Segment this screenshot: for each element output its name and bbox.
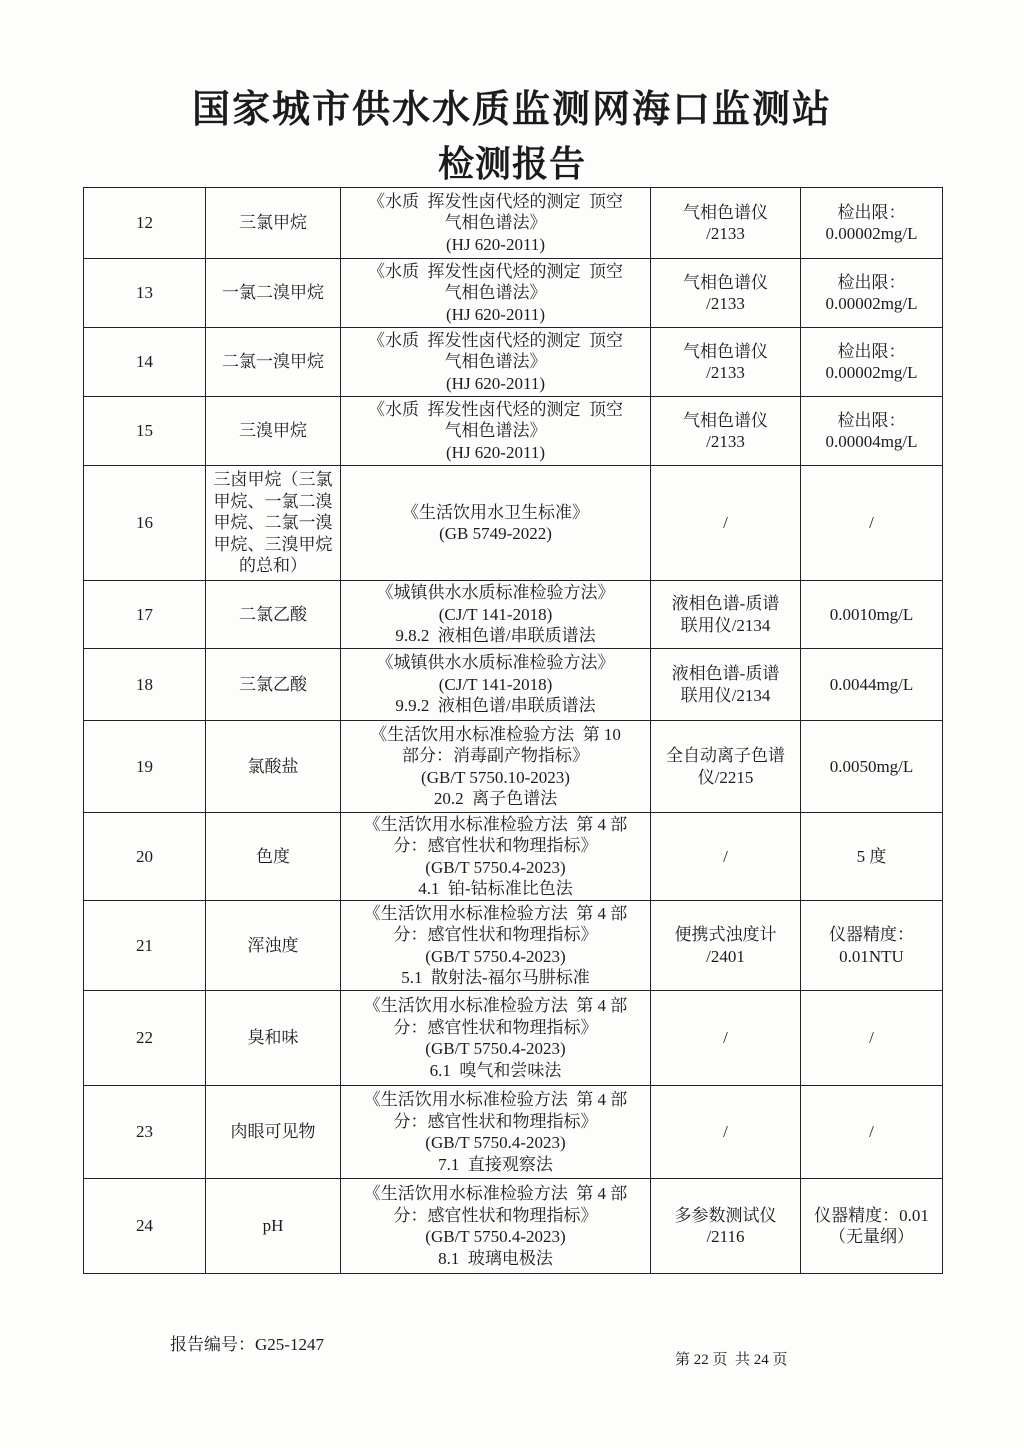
item-number-cell <box>84 188 206 259</box>
item-number-text: 19 <box>136 756 153 776</box>
test-method-text: (HJ 620-2011) <box>446 373 545 393</box>
test-method-text: (GB/T 5750.10-2023) <box>421 767 570 787</box>
test-item-cell <box>206 721 341 813</box>
instrument-text: 全自动离子色谱 <box>666 746 785 765</box>
detection-limit-text: 0.01NTU <box>839 946 904 966</box>
item-number-text: 13 <box>136 283 153 303</box>
test-method-text: 分：感官性状和物理指标》 <box>393 925 598 944</box>
test-item-text: 三溴甲烷 <box>239 421 307 441</box>
detection-limit-text: / <box>869 1122 874 1142</box>
item-number-text: 18 <box>136 674 153 694</box>
table-body <box>84 188 943 1274</box>
detection-limit-text: 0.00002mg/L <box>825 224 918 243</box>
test-item-cell <box>206 397 341 466</box>
detection-limit-text: 0.0010mg/L <box>829 604 914 624</box>
item-number-text: 23 <box>136 1122 153 1142</box>
test-item-text: 三氯甲烷 <box>239 213 307 233</box>
test-method-text: (CJ/T 141-2018) <box>438 604 553 624</box>
detection-limit-text: 0.0044mg/L <box>829 674 914 694</box>
test-item-text: 甲烷、三溴甲烷 <box>213 534 333 554</box>
report-number: 报告编号：G25-1247 <box>170 1335 324 1354</box>
item-number-text: 16 <box>136 513 153 533</box>
instrument-text: / <box>723 513 728 533</box>
test-item-text: 三氯乙酸 <box>239 674 307 694</box>
instrument-cell <box>651 1179 801 1274</box>
test-item-text: 二氯一溴甲烷 <box>222 352 324 372</box>
test-method-text: 《生活饮用水标准检验方法 第 4 部 <box>363 1184 628 1203</box>
table-row <box>84 1086 943 1179</box>
test-item-cell <box>206 466 341 581</box>
item-number-text: 20 <box>136 846 153 866</box>
instrument-text: 联用仪/2134 <box>680 615 771 635</box>
test-method-cell <box>341 581 651 649</box>
item-number-cell <box>84 649 206 721</box>
table-row <box>84 649 943 721</box>
test-method-text: 气相色谱法》 <box>444 213 547 233</box>
item-number-text: 24 <box>136 1216 153 1236</box>
detection-limit-cell <box>801 649 943 721</box>
test-method-cell <box>341 991 651 1086</box>
item-number-cell <box>84 813 206 901</box>
instrument-text: / <box>723 846 728 866</box>
test-method-text: 气相色谱法》 <box>444 283 547 303</box>
instrument-text: 液相色谱-质谱 <box>671 594 780 613</box>
test-method-text: 《水质 挥发性卤代烃的测定 顶空 <box>368 191 623 211</box>
test-methods-table <box>83 187 943 1274</box>
test-item-cell <box>206 188 341 259</box>
item-number-cell <box>84 991 206 1086</box>
test-method-text: 气相色谱法》 <box>444 352 547 372</box>
instrument-cell <box>651 649 801 721</box>
test-method-text: 《城镇供水水质标准检验方法》 <box>376 583 615 603</box>
table-row <box>84 397 943 466</box>
test-method-text: (GB/T 5750.4-2023) <box>425 1039 566 1058</box>
instrument-cell <box>651 397 801 466</box>
test-item-cell <box>206 259 341 328</box>
test-item-cell <box>206 581 341 649</box>
instrument-cell <box>651 1086 801 1179</box>
item-number-text: 12 <box>136 213 153 233</box>
test-method-text: 分：感官性状和物理指标》 <box>393 1205 598 1225</box>
test-method-text: 《生活饮用水标准检验方法 第 4 部 <box>363 1090 628 1109</box>
test-item-text: 甲烷、二氯一溴 <box>213 513 333 533</box>
detection-limit-cell <box>801 1086 943 1179</box>
test-method-text: 《城镇供水水质标准检验方法》 <box>376 653 615 673</box>
item-number-cell <box>84 901 206 991</box>
detection-limit-cell <box>801 259 943 328</box>
table-row <box>84 1179 943 1274</box>
test-item-cell <box>206 901 341 991</box>
instrument-text: 气相色谱仪 <box>683 341 768 361</box>
detection-limit-text: / <box>869 1028 874 1048</box>
instrument-text: 多参数测试仪 <box>674 1205 777 1225</box>
item-number-cell <box>84 328 206 397</box>
instrument-text: /2133 <box>706 294 745 313</box>
test-method-text: 《生活饮用水标准检验方法 第 4 部 <box>363 814 628 834</box>
page-number: 第 22 页 共 24 页 <box>675 1352 788 1368</box>
test-method-text: 8.1 玻璃电极法 <box>438 1248 553 1268</box>
test-item-cell <box>206 1179 341 1274</box>
test-method-text: 部分：消毒副产物指标》 <box>402 746 589 765</box>
test-method-text: 《生活饮用水卫生标准》 <box>402 502 589 522</box>
test-item-cell <box>206 991 341 1086</box>
test-method-text: 20.2 离子色谱法 <box>433 789 558 808</box>
instrument-text: /2133 <box>706 363 745 382</box>
instrument-text: /2133 <box>706 432 745 451</box>
instrument-cell <box>651 901 801 991</box>
test-method-cell <box>341 813 651 901</box>
detection-limit-text: 0.0050mg/L <box>829 756 914 776</box>
detection-limit-text: / <box>869 513 874 533</box>
instrument-text: 联用仪/2134 <box>680 685 771 705</box>
test-method-cell <box>341 397 651 466</box>
test-method-text: 《生活饮用水标准检验方法 第 4 部 <box>363 903 628 923</box>
instrument-text: 气相色谱仪 <box>683 410 768 430</box>
detection-limit-cell <box>801 991 943 1086</box>
test-item-text: 色度 <box>256 846 290 866</box>
item-number-text: 21 <box>136 935 153 955</box>
instrument-text: /2133 <box>706 224 745 243</box>
test-item-cell <box>206 813 341 901</box>
instrument-cell <box>651 188 801 259</box>
test-method-text: 《生活饮用水标准检验方法 第 10 <box>370 724 621 744</box>
item-number-cell <box>84 1086 206 1179</box>
test-item-cell <box>206 1086 341 1179</box>
instrument-text: / <box>723 1122 728 1142</box>
test-method-text: (GB/T 5750.4-2023) <box>425 1133 566 1152</box>
test-method-text: 《水质 挥发性卤代烃的测定 顶空 <box>368 399 623 419</box>
item-number-text: 15 <box>136 421 153 441</box>
item-number-text: 14 <box>136 352 153 372</box>
test-item-text: 一氯二溴甲烷 <box>222 283 324 303</box>
test-method-text: 5.1 散射法-福尔马肼标准 <box>401 968 590 987</box>
test-item-text: 三卤甲烷（三氯 <box>213 470 333 490</box>
instrument-text: /2401 <box>706 946 745 966</box>
test-method-text: 6.1 嗅气和尝味法 <box>429 1060 562 1080</box>
test-item-text: 浑浊度 <box>247 935 299 955</box>
detection-limit-text: 0.00002mg/L <box>825 294 918 313</box>
detection-limit-cell <box>801 397 943 466</box>
instrument-cell <box>651 581 801 649</box>
detection-limit-text: 仪器精度： <box>829 925 914 944</box>
test-item-cell <box>206 649 341 721</box>
table-row <box>84 259 943 328</box>
test-method-text: 分：感官性状和物理指标》 <box>393 1017 598 1037</box>
test-method-text: (GB 5749-2022) <box>439 524 552 543</box>
detection-limit-text: 检出限： <box>837 272 906 292</box>
detection-limit-text: 检出限： <box>837 341 906 361</box>
test-item-text: 的总和） <box>239 556 307 576</box>
table-row <box>84 581 943 649</box>
test-method-text: 气相色谱法》 <box>444 421 547 441</box>
instrument-cell <box>651 328 801 397</box>
test-method-cell <box>341 328 651 397</box>
test-method-text: 7.1 直接观察法 <box>438 1154 553 1174</box>
test-item-text: pH <box>262 1216 284 1236</box>
instrument-text: 便携式浊度计 <box>674 925 777 944</box>
test-item-text: 肉眼可见物 <box>230 1122 316 1142</box>
test-method-text: 9.8.2 液相色谱/串联质谱法 <box>395 626 596 646</box>
test-method-text: (HJ 620-2011) <box>446 304 545 324</box>
item-number-cell <box>84 581 206 649</box>
detection-limit-text: 5 度 <box>856 846 887 866</box>
detection-limit-cell <box>801 466 943 581</box>
test-method-text: 4.1 铂-钴标准比色法 <box>418 879 573 898</box>
test-method-cell <box>341 721 651 813</box>
item-number-cell <box>84 1179 206 1274</box>
instrument-cell <box>651 721 801 813</box>
item-number-cell <box>84 466 206 581</box>
test-method-text: (HJ 620-2011) <box>446 442 545 462</box>
detection-limit-cell <box>801 901 943 991</box>
item-number-text: 22 <box>136 1028 153 1048</box>
test-method-text: (GB/T 5750.4-2023) <box>425 857 566 877</box>
report-title: 国家城市供水水质监测网海口监测站 <box>191 89 832 131</box>
test-item-text: 氯酸盐 <box>247 756 299 776</box>
detection-limit-cell <box>801 1179 943 1274</box>
test-method-cell <box>341 188 651 259</box>
test-item-text: 臭和味 <box>247 1028 299 1048</box>
instrument-text: 气相色谱仪 <box>683 272 768 292</box>
test-method-text: (GB/T 5750.4-2023) <box>425 1227 566 1246</box>
test-item-text: 甲烷、一氯二溴 <box>213 491 333 511</box>
test-method-text: 分：感官性状和物理指标》 <box>393 1111 598 1131</box>
table-row <box>84 721 943 813</box>
detection-limit-text: （无量纲） <box>829 1227 914 1246</box>
detection-limit-text: 仪器精度：0.01 <box>814 1205 929 1225</box>
test-item-text: 二氯乙酸 <box>239 604 307 624</box>
detection-limit-text: 检出限： <box>837 410 906 430</box>
table-row <box>84 991 943 1086</box>
detection-limit-text: 0.00004mg/L <box>825 432 918 451</box>
instrument-cell <box>651 813 801 901</box>
test-method-text: (CJ/T 141-2018) <box>438 674 553 694</box>
detection-limit-cell <box>801 328 943 397</box>
report-subtitle: 检测报告 <box>437 144 586 184</box>
table-row <box>84 328 943 397</box>
test-method-text: 《水质 挥发性卤代烃的测定 顶空 <box>368 330 623 350</box>
instrument-text: 气相色谱仪 <box>683 202 768 222</box>
instrument-cell <box>651 466 801 581</box>
test-method-cell <box>341 649 651 721</box>
detection-limit-text: 0.00002mg/L <box>825 363 918 382</box>
instrument-text: / <box>723 1028 728 1048</box>
item-number-cell <box>84 721 206 813</box>
detection-limit-cell <box>801 813 943 901</box>
instrument-cell <box>651 259 801 328</box>
test-method-text: 9.9.2 液相色谱/串联质谱法 <box>395 696 596 716</box>
item-number-cell <box>84 397 206 466</box>
detection-limit-cell <box>801 188 943 259</box>
detection-limit-text: 检出限： <box>837 202 906 222</box>
detection-limit-cell <box>801 721 943 813</box>
table-row <box>84 813 943 901</box>
test-method-cell <box>341 1086 651 1179</box>
test-method-cell <box>341 466 651 581</box>
item-number-text: 17 <box>136 604 153 624</box>
test-method-cell <box>341 259 651 328</box>
instrument-text: /2116 <box>706 1227 745 1246</box>
instrument-text: 仪/2215 <box>697 767 754 787</box>
item-number-cell <box>84 259 206 328</box>
detection-limit-cell <box>801 581 943 649</box>
test-method-text: 《生活饮用水标准检验方法 第 4 部 <box>363 996 628 1015</box>
test-method-text: 分：感官性状和物理指标》 <box>393 836 598 855</box>
test-method-text: 《水质 挥发性卤代烃的测定 顶空 <box>368 261 623 281</box>
table-row <box>84 188 943 259</box>
instrument-text: 液相色谱-质谱 <box>671 664 780 683</box>
table-row <box>84 901 943 991</box>
test-item-cell <box>206 328 341 397</box>
test-method-cell <box>341 901 651 991</box>
test-method-cell <box>341 1179 651 1274</box>
test-method-text: (HJ 620-2011) <box>446 234 545 254</box>
test-method-text: (GB/T 5750.4-2023) <box>425 946 566 966</box>
instrument-cell <box>651 991 801 1086</box>
table-row <box>84 466 943 581</box>
